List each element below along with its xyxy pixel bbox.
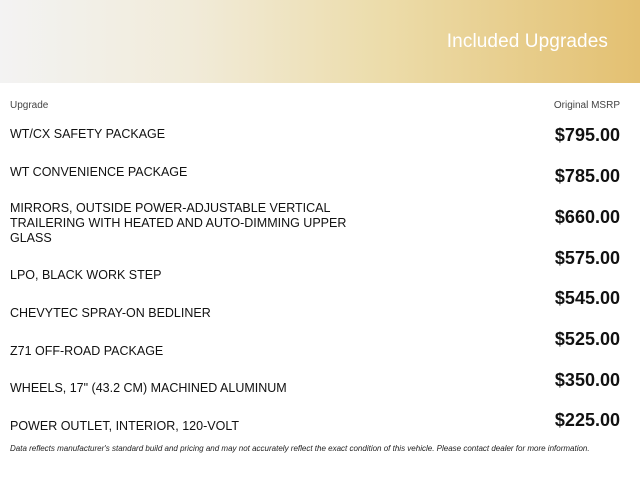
upgrade-price: $795.00 <box>554 125 620 145</box>
page-title: Included Upgrades <box>446 31 608 52</box>
upgrade-name: WT CONVENIENCE PACKAGE <box>10 165 188 179</box>
upgrade-name: WHEELS, 17" (43.2 CM) MACHINED ALUMINUM <box>10 381 287 395</box>
upgrade-price: $225.00 <box>554 410 620 430</box>
upgrade-price: $545.00 <box>554 288 620 308</box>
disclaimer-text: Data reflects manufacturer's standard build and pricing and may not accurately reflect the exact condition of this vehicle. Please contact dealer for more information. <box>10 444 590 453</box>
column-header-upgrade: Upgrade <box>10 100 49 111</box>
header-banner <box>0 0 640 83</box>
upgrade-price: $660.00 <box>554 207 620 227</box>
upgrade-price: $350.00 <box>554 370 620 390</box>
upgrade-name: LPO, BLACK WORK STEP <box>10 268 162 282</box>
upgrade-name: MIRRORS, OUTSIDE POWER-ADJUSTABLE VERTICAL TRAILERING WITH HEATED AND AUTO-DIMMING UPPER GLASS <box>10 201 347 245</box>
upgrade-name: Z71 OFF-ROAD PACKAGE <box>10 344 164 358</box>
upgrade-name: WT/CX SAFETY PACKAGE <box>10 127 166 141</box>
upgrade-name: POWER OUTLET, INTERIOR, 120-VOLT <box>10 419 239 433</box>
upgrade-price: $575.00 <box>554 248 620 268</box>
upgrade-price: $785.00 <box>554 166 620 186</box>
upgrade-name: CHEVYTEC SPRAY-ON BEDLINER <box>10 306 211 320</box>
upgrade-price: $525.00 <box>554 329 620 349</box>
column-header-msrp: Original MSRP <box>553 100 620 111</box>
